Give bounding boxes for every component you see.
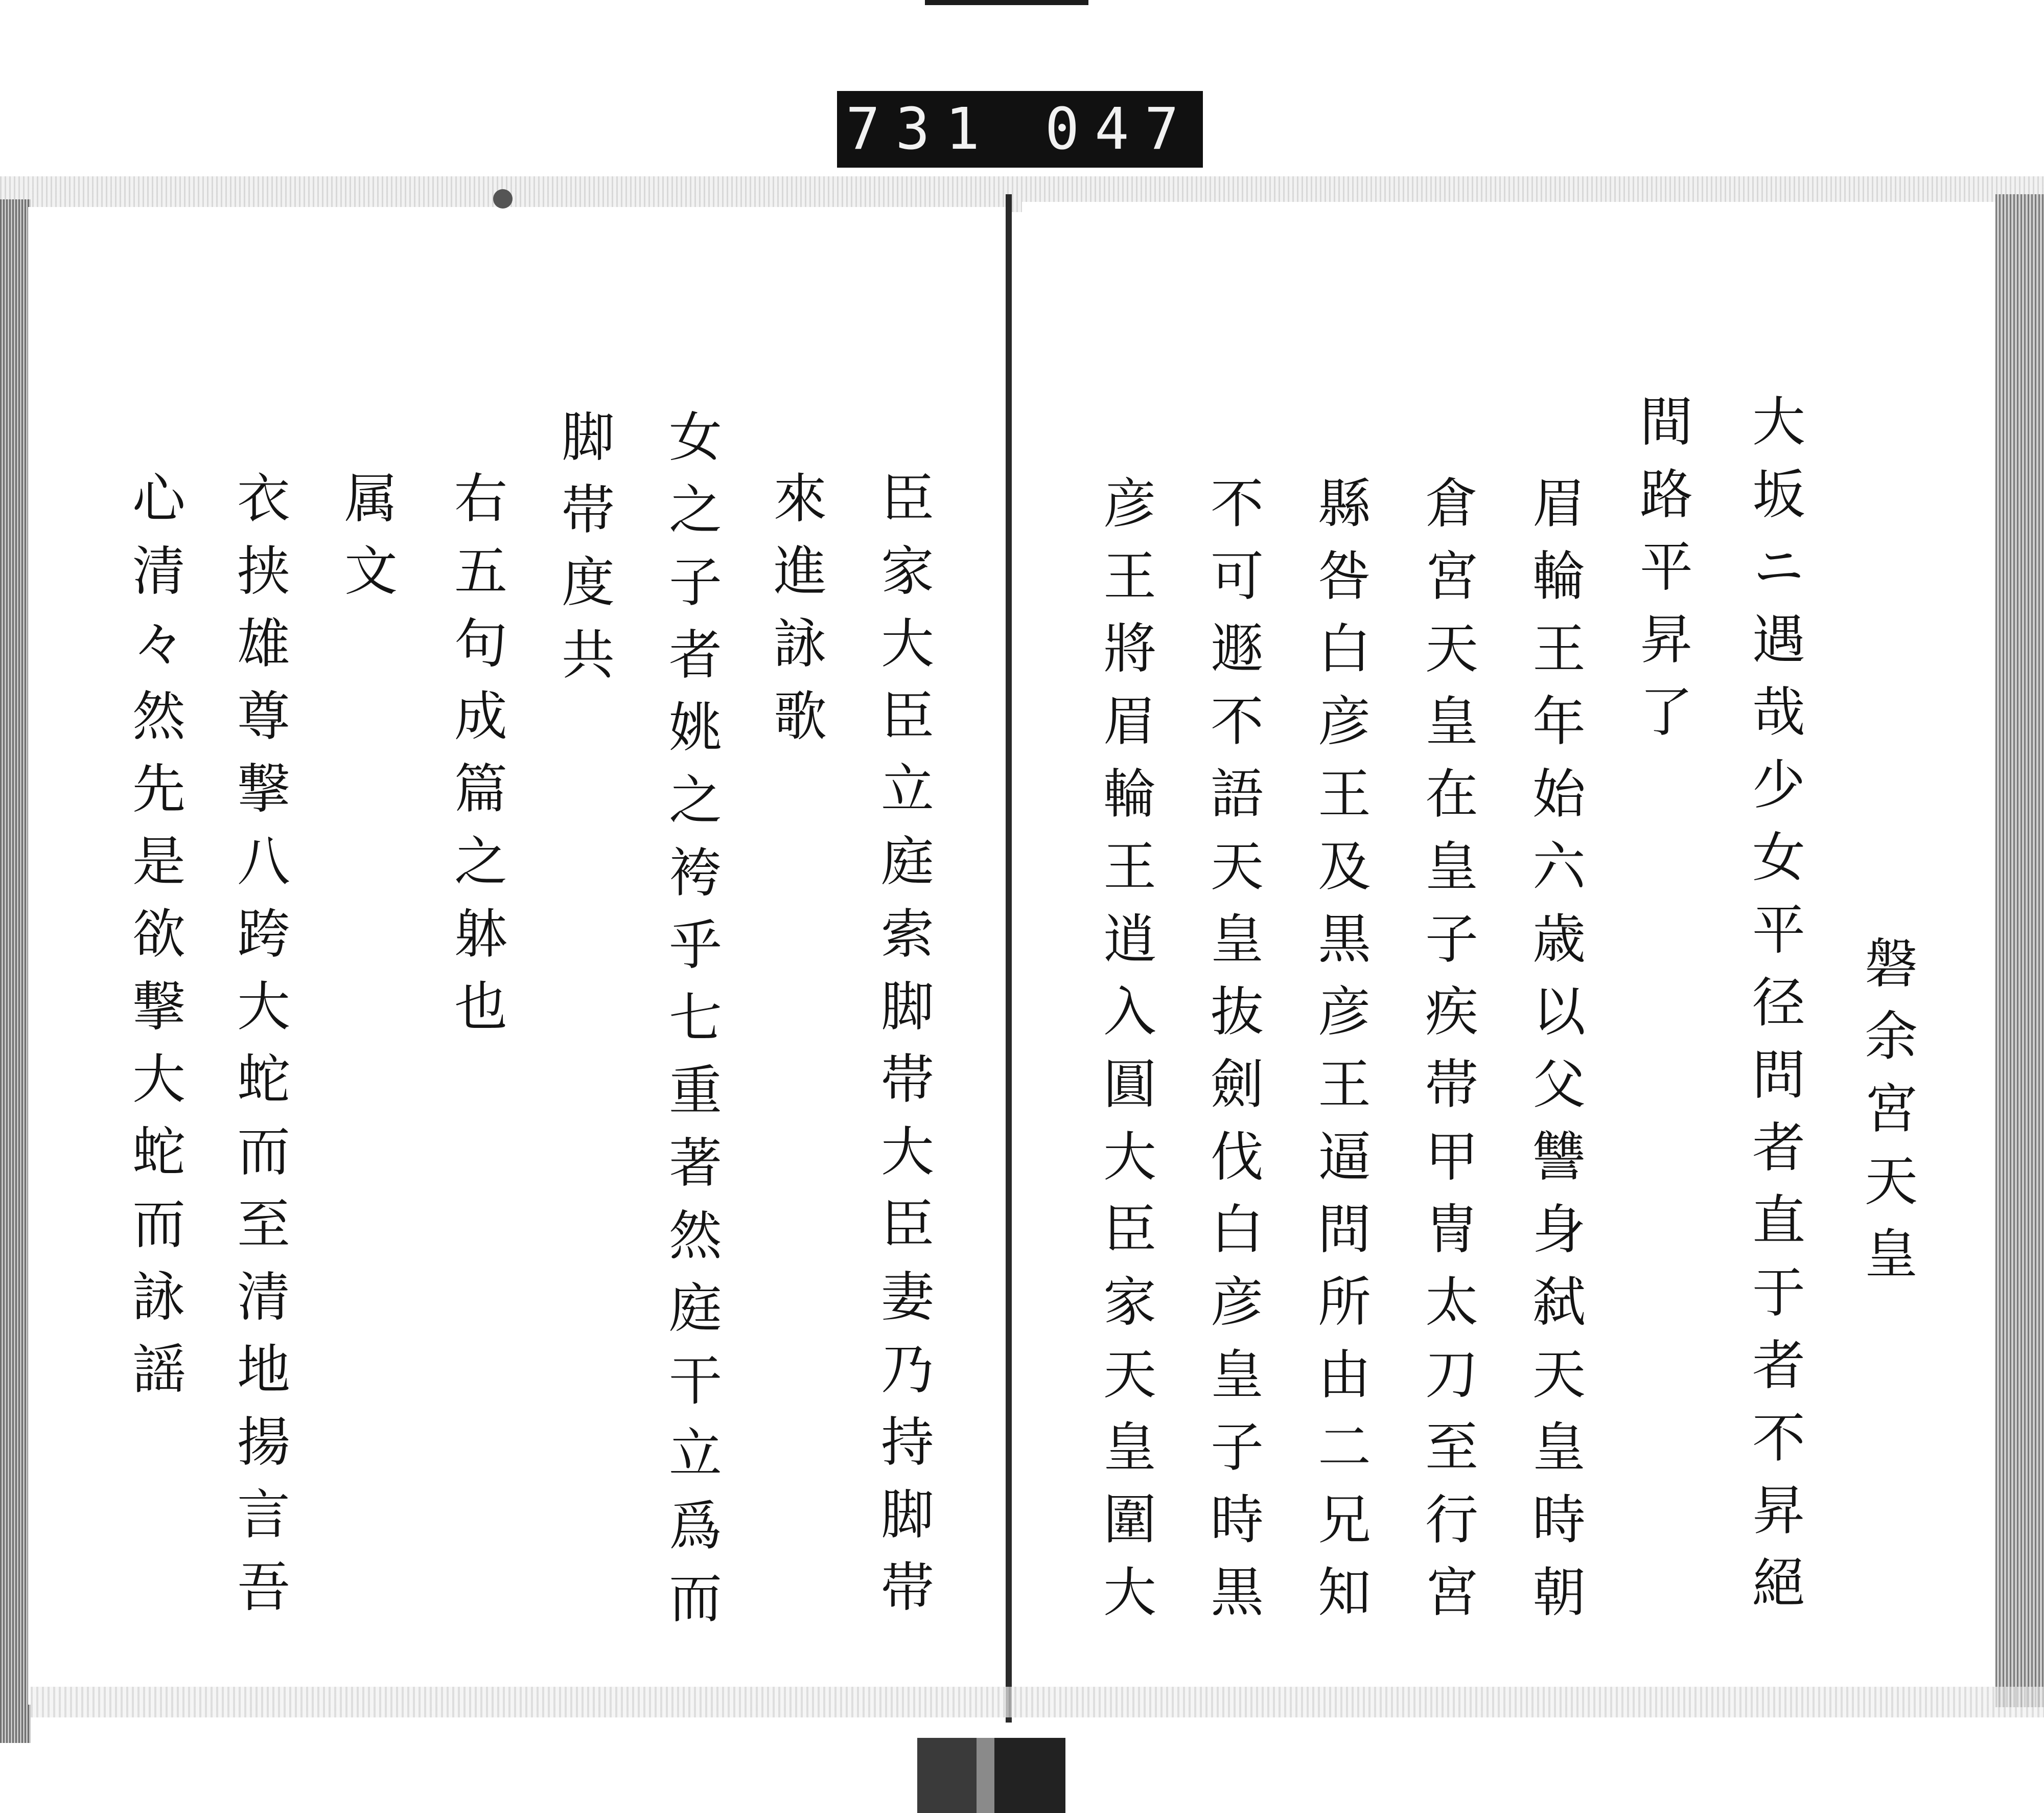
top-binding-tab [925,0,1088,5]
text-column: 衣挟雄尊撃八跨大蛇而至清地揚言吾 [228,470,290,1632]
text-column: 大坂ニ遇哉少女平径問者直于者不昇絕 [1743,394,1805,1627]
book-gutter [1006,194,1012,1723]
text-column: 縣咎白彦王及黒彦王逼問所由二兄知 [1309,475,1371,1637]
text-column: 間路平昇了 [1631,394,1693,756]
ink-stain [493,189,513,209]
text-column: 属文 [335,470,398,615]
text-column: 女之子者姚之袴乎七重著然庭干立爲而 [660,409,722,1643]
text-column: 心清々然先是欲撃大蛇而詠謡 [123,470,185,1414]
text-column: 眉輪王年始六歳以父讐身弑天皇時朝 [1523,475,1586,1637]
right-page [1022,202,1995,1702]
text-column: 臣家大臣立庭索脚帯大臣妻乃持脚帯 [872,470,934,1632]
book-bottom-edge [31,1687,2044,1717]
chapter-title: 磐余宮天皇 [1855,935,1918,1298]
text-column: 來進詠歌 [764,470,827,761]
text-column: 倉宮天皇在皇子疾帯甲冑太刀至行宮 [1416,475,1478,1637]
book-left-edge [0,199,31,1743]
bottom-clip [917,1738,1065,1813]
text-column: 彦王將眉輪王逍入圓大臣家天皇圍大 [1094,475,1156,1637]
catalog-label: 731 047 [837,91,1203,168]
text-column: 不可遯不語天皇抜劍伐白彦皇子時黒 [1201,475,1264,1637]
book-right-edge [1995,194,2044,1707]
text-column: 右五句成篇之躰也 [445,470,507,1051]
text-column: 脚帯度共 [552,409,615,699]
